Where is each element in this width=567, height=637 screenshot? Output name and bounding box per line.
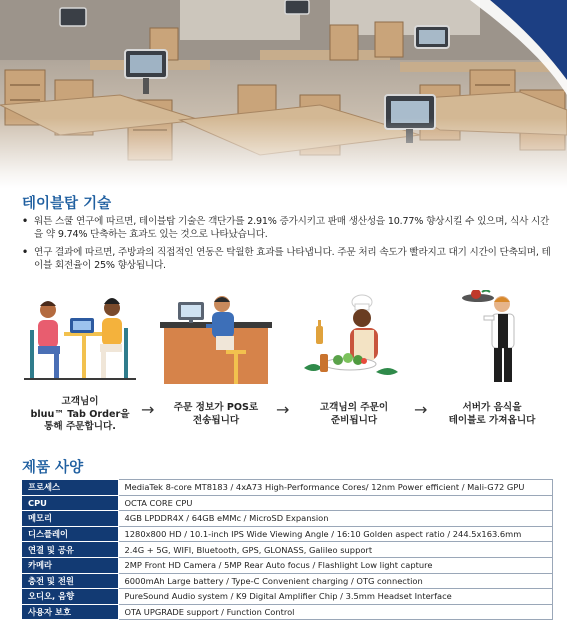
flow-step-order-prep xyxy=(298,290,418,426)
table-row xyxy=(22,495,553,511)
flow-step-caption xyxy=(154,402,278,427)
table-row xyxy=(22,526,553,542)
flow-step-caption xyxy=(430,402,554,427)
spec-value: 2MP Front HD Camera / 5MP Rear Auto focus / Flashlight Low light capture xyxy=(118,557,553,573)
arrow-right-icon: → xyxy=(414,400,428,419)
spec-key: 디스플레이 xyxy=(22,526,118,542)
bullet-icon: • xyxy=(22,216,29,227)
table-row xyxy=(22,542,553,558)
table-row xyxy=(22,604,553,620)
hero-fade xyxy=(0,118,567,188)
waiter-serving-illustration xyxy=(436,290,548,390)
flow-step-customer-order xyxy=(24,290,144,432)
list-item xyxy=(22,247,552,272)
spec-key: 카메라 xyxy=(22,557,118,573)
tech-section-title: 테이블탑 기술 xyxy=(22,196,112,212)
caption-line: 테이블로 가져옵니다 xyxy=(448,414,536,426)
table-row xyxy=(22,573,553,589)
spec-value: 1280x800 HD / 10.1-inch IPS Wide Viewing Angle / 16:10 Golden aspect ratio / 244.5x163.6mm xyxy=(118,526,553,542)
order-process-flow xyxy=(0,290,567,440)
spec-value: 6000mAh Large battery / Type-C Convenient charging / OTG connection xyxy=(118,573,553,589)
caption-line: 준비됩니다 xyxy=(330,414,378,426)
caption-line: 서버가 음식을 xyxy=(462,402,522,413)
caption-line: 고객님의 주문이 xyxy=(319,402,389,413)
spec-value: 4GB LPDDR4X / 64GB eMMc / MicroSD Expansion xyxy=(118,511,553,527)
flow-step-caption xyxy=(292,402,416,427)
flow-step-pos-transfer xyxy=(160,290,280,426)
table-row xyxy=(22,480,553,496)
spec-value: MediaTek 8-core MT8183 / 4xA73 High-Performance Cores/ 12nm Power efficient / Mali-G72 GPU xyxy=(118,480,553,496)
spec-value: PureSound Audio system / K9 Digital Amplifier Chip / 3.5mm Headset Interface xyxy=(118,589,553,605)
spec-section-title: 제품 사양 xyxy=(22,460,84,476)
caption-line: 전송됩니다 xyxy=(192,414,240,426)
spec-key: 오디오, 음향 xyxy=(22,589,118,605)
caption-line: 통해 주문합니다. xyxy=(44,421,116,432)
table-row xyxy=(22,511,553,527)
list-item xyxy=(22,216,552,241)
arrow-right-icon: → xyxy=(141,400,155,419)
spec-key: 프로세스 xyxy=(22,480,118,496)
pos-worker-illustration xyxy=(160,290,272,390)
table-row xyxy=(22,557,553,573)
bullet-text: 연구 결과에 따르면, 주방과의 직접적인 연동은 탁월한 효과를 나타냅니다. 주문 처리 속도가 빨라지고 대기 시간이 단축되며, 테이블 회전율이 25% 향상됩니다. xyxy=(34,247,551,271)
caption-line: bluu™ Tab Order을 xyxy=(30,408,130,420)
customers-ordering-illustration xyxy=(24,290,136,390)
caption-line: 주문 정보가 POS로 xyxy=(173,402,259,413)
caption-line: 고객님이 xyxy=(61,396,99,407)
flow-step-food-delivery xyxy=(436,290,556,426)
hero-restaurant-photo xyxy=(0,0,567,188)
table-row xyxy=(22,589,553,605)
flow-step-caption xyxy=(18,396,142,434)
spec-value: OCTA CORE CPU xyxy=(118,495,553,511)
spec-key: 연결 및 공유 xyxy=(22,542,118,558)
spec-key: 충전 및 전원 xyxy=(22,573,118,589)
chef-cooking-illustration xyxy=(298,290,410,390)
spec-value: 2.4G + 5G, WIFI, Bluetooth, GPS, GLONASS, Galileo support xyxy=(118,542,553,558)
tech-bullet-list xyxy=(22,216,552,278)
bullet-text: 워튼 스쿨 연구에 따르면, 테이블탑 기술은 객단가를 2.91% 증가시키고 판매 생산성을 10.77% 향상시킬 수 있으며, 식사 시간을 약 9.74% 단축하는 효과도 있는 것으로 나타났습니다. xyxy=(34,216,550,240)
arrow-right-icon: → xyxy=(276,400,290,419)
bullet-icon: • xyxy=(22,247,29,258)
spec-key: 메모리 xyxy=(22,511,118,527)
spec-key: CPU xyxy=(22,495,118,511)
spec-table xyxy=(22,479,553,620)
spec-key: 사용자 보호 xyxy=(22,604,118,620)
spec-value: OTA UPGRADE support / Function Control xyxy=(118,604,553,620)
